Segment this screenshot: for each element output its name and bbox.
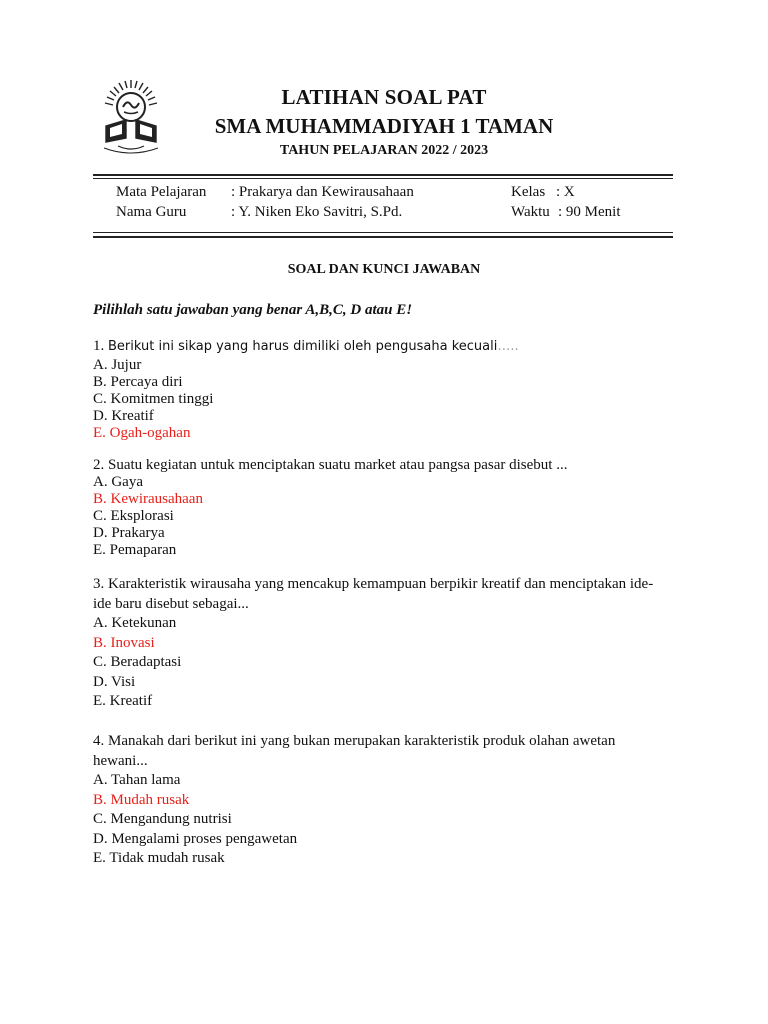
time-label: Waktu [511, 204, 550, 220]
option-e-answer: E. Ogah-ogahan [93, 425, 191, 441]
question-2 [93, 457, 683, 559]
header-divider-top-thin [93, 178, 673, 179]
question-number: 4. [93, 733, 105, 749]
question-number: 1. [93, 338, 105, 354]
option-e: E. Tidak mudah rusak [93, 850, 225, 866]
time-value: : 90 Menit [558, 204, 621, 220]
option-c: C. Eksplorasi [93, 508, 174, 524]
option-d: D. Mengalami proses pengawetan [93, 830, 298, 847]
question-text-line2: ide baru disebut sebagai... [93, 596, 249, 612]
option-b: B. Percaya diri [93, 374, 183, 390]
option-d: D. Visi [93, 673, 136, 690]
question-text-line1: Karakteristik wirausaha yang mencakup kemampuan berpikir kreatif dan menciptakan ide- [108, 576, 654, 592]
option-b-answer: B. Inovasi [93, 634, 155, 651]
option-d: D. Kreatif [93, 408, 154, 424]
question-text: Suatu kegiatan untuk menciptakan suatu market atau pangsa pasar disebut ... [108, 457, 568, 473]
instruction-text: Pilihlah satu jawaban yang benar A,B,C, D atau E! [93, 302, 413, 318]
question-text-line1: Manakah dari berikut ini yang bukan merupakan karakteristik produk olahan awetan [108, 733, 616, 749]
section-title: SOAL DAN KUNCI JAWABAN [287, 262, 481, 277]
option-d: D. Prakarya [93, 525, 165, 541]
option-e: E. Kreatif [93, 693, 153, 709]
subject-value: : Prakarya dan Kewirausahaan [231, 184, 414, 200]
school-name: SMA MUHAMMADIYAH 1 TAMAN [214, 114, 554, 138]
header-divider-bottom [93, 236, 673, 238]
subject-label: Mata Pelajaran [116, 184, 207, 200]
academic-year: TAHUN PELAJARAN 2022 / 2023 [279, 143, 489, 158]
option-c: C. Beradaptasi [93, 654, 182, 670]
option-a: A. Jujur [93, 357, 142, 373]
class-value: : X [556, 184, 575, 200]
teacher-value: : Y. Niken Eko Savitri, S.Pd. [231, 204, 403, 220]
question-suffix: ….. [497, 339, 519, 354]
question-4 [93, 731, 683, 869]
option-c: C. Mengandung nutrisi [93, 811, 232, 827]
class-label: Kelas [511, 184, 546, 200]
option-b-answer: B. Mudah rusak [93, 791, 190, 808]
question-number: 3. [93, 576, 105, 592]
teacher-label: Nama Guru [116, 204, 187, 220]
question-text: Berikut ini sikap yang harus dimiliki oleh pengusaha kecuali….. [108, 339, 519, 354]
option-c: C. Komitmen tinggi [93, 391, 214, 407]
option-a: A. Gaya [93, 474, 143, 490]
option-e: E. Pemaparan [93, 542, 177, 558]
option-b-answer: B. Kewirausahaan [93, 491, 203, 507]
question-text-line2: hewani... [93, 753, 148, 769]
header-divider-top [93, 174, 673, 176]
question-3 [93, 574, 683, 712]
option-a: A. Ketekunan [93, 615, 177, 631]
option-a: A. Tahan lama [93, 772, 181, 788]
header-divider-bottom-thin [93, 232, 673, 233]
question-number: 2. [93, 457, 105, 473]
page-title: LATIHAN SOAL PAT [281, 85, 487, 109]
question-1 [93, 338, 683, 442]
